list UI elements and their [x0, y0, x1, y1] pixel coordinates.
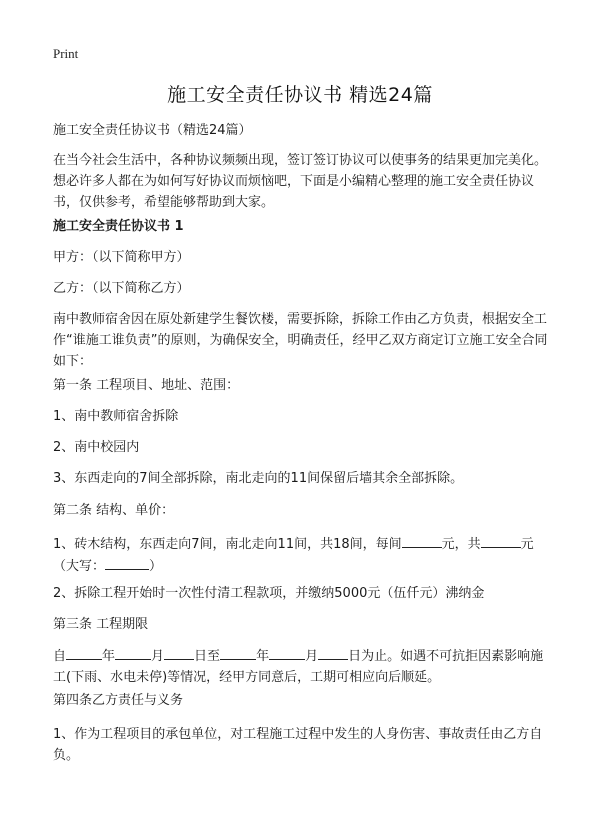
article-2-heading: 第二条 结构、单价： — [53, 503, 175, 518]
article-2-item-1: 1、砖木结构，东西走向7间，南北走向11间，共18间，每间 元，共 元（大写： ） — [53, 533, 553, 577]
blank-start-year — [66, 645, 102, 660]
party-b: 乙方：（以下简称乙方） — [53, 281, 190, 296]
article-3-heading: 第三条 工程期限 — [53, 617, 149, 632]
article-4-heading: 第四条乙方责任与义务 — [53, 693, 184, 708]
article-1-heading: 第一条 工程项目、地址、范围： — [53, 378, 240, 393]
article-2-item-2: 2、拆除工程开始时一次性付清工程款项，并缴纳5000元（伍仟元）沸纳金 — [53, 586, 485, 601]
article-1-item-2: 2、南中校园内 — [53, 440, 140, 455]
blank-price-per-room — [402, 533, 442, 548]
section-heading: 施工安全责任协议书 1 — [53, 219, 184, 234]
print-label[interactable]: Print — [53, 46, 79, 61]
blank-end-year — [220, 645, 256, 660]
blank-start-day — [164, 645, 194, 660]
preamble-paragraph: 南中教师宿舍因在原处新建学生餐饮楼，需要拆除，拆除工作由乙方负责，根据安全工作“谁施工谁负责”的原则，为确保安全，明确责任，经甲乙双方商定订立施工安全合同如下： — [53, 312, 548, 369]
article-1-item-1: 1、南中教师宿舍拆除 — [53, 409, 179, 424]
page-title: 施工安全责任协议书 精选24篇 — [167, 84, 433, 106]
party-a: 甲方：（以下简称甲方） — [53, 250, 190, 265]
article-3-period: 自 年 月 日至 年 月 日为止。如遇不可抗拒因素影响施工(下雨、水电未停)等情况，经甲方同意后，工期可相应向后顺延。 — [53, 645, 553, 688]
subtitle: 施工安全责任协议书（精选24篇） — [53, 123, 252, 138]
intro-paragraph: 在当今社会生活中，各种协议频频出现，签订签订协议可以使事务的结果更加完美化。想必许多人都在为如何写好协议而烦恼吧，下面是小编精心整理的施工安全责任协议书，仅供参考，希望能够帮助到大家。 — [53, 153, 548, 210]
blank-end-month — [269, 645, 305, 660]
article-1-item-3: 3、东西走向的7间全部拆除，南北走向的11间保留后墙其余全部拆除。 — [53, 471, 464, 486]
article-4-item-1: 1、作为工程项目的承包单位，对工程施工过程中发生的人身伤害、事故责任由乙方自负。 — [53, 727, 543, 763]
blank-total-price — [481, 533, 521, 548]
blank-end-day — [318, 645, 348, 660]
blank-total-uppercase — [105, 555, 149, 570]
blank-start-month — [115, 645, 151, 660]
